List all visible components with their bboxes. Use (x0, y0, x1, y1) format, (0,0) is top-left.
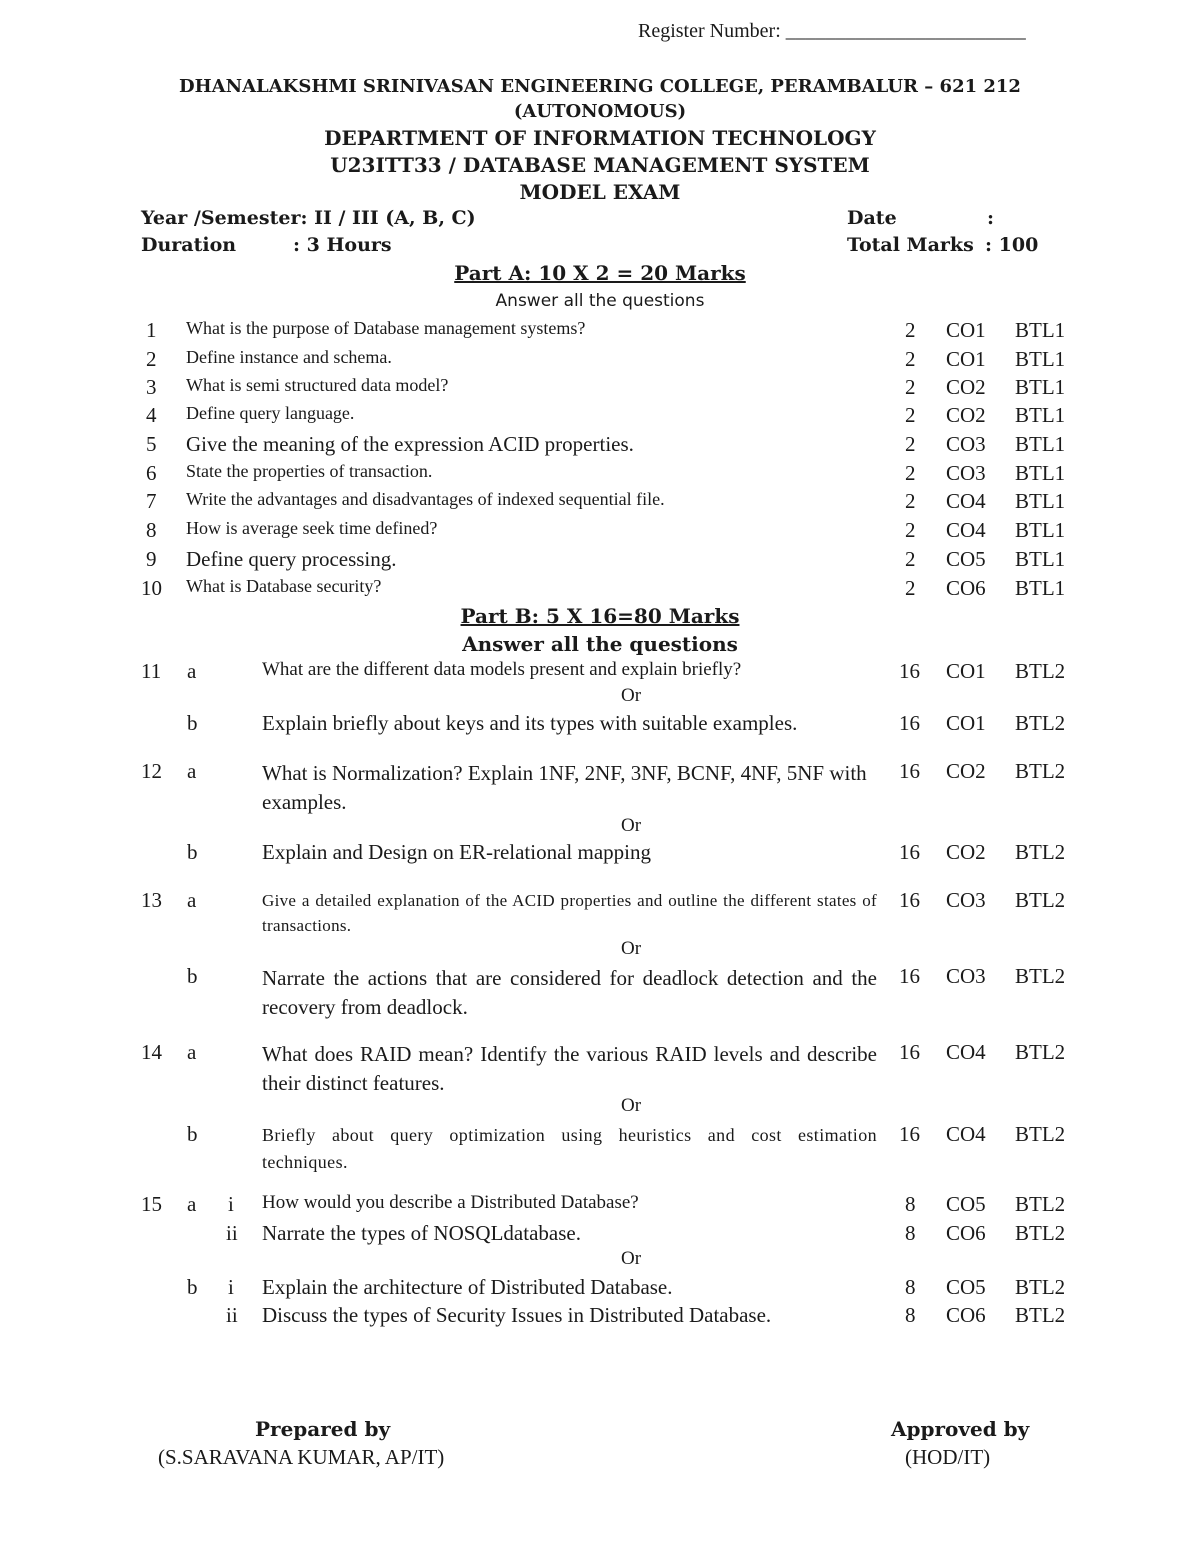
question-marks: 2 (905, 461, 916, 485)
approved-by-name: (HOD/IT) (905, 1445, 991, 1469)
question-marks: 2 (905, 318, 916, 342)
question-number: 5 (146, 432, 157, 456)
question-number: 15 (141, 1192, 162, 1216)
question-co: CO3 (946, 964, 986, 988)
question-text: What is the purpose of Database management systems? (186, 318, 586, 338)
question-co: CO3 (946, 888, 986, 912)
duration-label: Duration (141, 234, 237, 256)
question-btl: BTL2 (1015, 1192, 1066, 1216)
question-btl: BTL1 (1015, 547, 1066, 571)
sub-option-label: ii (226, 1221, 238, 1245)
question-btl: BTL2 (1015, 659, 1066, 683)
sub-option-label: i (228, 1275, 234, 1299)
question-text: Give the meaning of the expression ACID properties. (186, 432, 634, 456)
question-text: Explain briefly about keys and its types with suitable examples. (262, 711, 798, 735)
question-co: CO5 (946, 1192, 986, 1216)
question-co: CO6 (946, 1303, 986, 1327)
part-b-instruction: Answer all the questions (462, 632, 738, 656)
question-number: 2 (146, 347, 157, 371)
question-text: Give a detailed explanation of the ACID properties and outline the different states of transactions. (262, 891, 877, 935)
question-text: Write the advantages and disadvantages of indexed sequential file. (186, 489, 665, 509)
question-marks: 2 (905, 547, 916, 571)
exam-title: MODEL EXAM (519, 180, 681, 204)
question-co: CO2 (946, 759, 986, 783)
question-btl: BTL2 (1015, 1122, 1066, 1146)
question-btl: BTL1 (1015, 375, 1066, 399)
approved-by-label: Approved by (891, 1417, 1030, 1441)
question-marks: 2 (905, 375, 916, 399)
question-co: CO1 (946, 711, 986, 735)
question-marks: 2 (905, 489, 916, 513)
question-co: CO5 (946, 547, 986, 571)
date-label: Date (847, 207, 897, 229)
question-co: CO1 (946, 318, 986, 342)
autonomous-label: (AUTONOMOUS) (513, 101, 687, 122)
question-text: Define query language. (186, 403, 355, 423)
question-btl: BTL1 (1015, 576, 1066, 600)
option-label: a (187, 759, 197, 783)
question-btl: BTL1 (1015, 489, 1066, 513)
question-text: Discuss the types of Security Issues in Distributed Database. (262, 1303, 772, 1327)
question-btl: BTL2 (1015, 1303, 1066, 1327)
question-number: 4 (146, 403, 157, 427)
question-number: 1 (146, 318, 157, 342)
question-text: Narrate the actions that are considered for deadlock detection and the recovery from deadlock. (262, 966, 877, 1019)
option-label: b (187, 964, 198, 988)
course-title: U23ITT33 / DATABASE MANAGEMENT SYSTEM (330, 153, 870, 177)
question-number: 7 (146, 489, 157, 513)
question-text: Define instance and schema. (186, 347, 392, 367)
option-label: b (187, 1275, 198, 1299)
prepared-by-label: Prepared by (255, 1417, 391, 1441)
question-marks: 8 (905, 1275, 916, 1299)
question-btl: BTL1 (1015, 347, 1066, 371)
question-marks: 2 (905, 432, 916, 456)
question-co: CO2 (946, 840, 986, 864)
question-btl: BTL1 (1015, 518, 1066, 542)
question-text: Briefly about query optimization using heuristics and cost estimation techniques. (262, 1125, 877, 1172)
question-btl: BTL2 (1015, 1275, 1066, 1299)
question-btl: BTL2 (1015, 759, 1066, 783)
question-marks: 8 (905, 1192, 916, 1216)
question-marks: 16 (899, 659, 920, 683)
question-btl: BTL2 (1015, 1040, 1066, 1064)
or-separator: Or (621, 1248, 642, 1269)
question-number: 14 (141, 1040, 162, 1064)
question-btl: BTL2 (1015, 1221, 1066, 1245)
question-text: What is Database security? (186, 576, 382, 596)
question-text: What is Normalization? Explain 1NF, 2NF, 3NF, BCNF, 4NF, 5NF with examples. (262, 761, 867, 814)
question-marks: 2 (905, 403, 916, 427)
option-label: a (187, 888, 197, 912)
question-co: CO2 (946, 375, 986, 399)
question-marks: 16 (899, 759, 920, 783)
question-text: Define query processing. (186, 547, 397, 571)
question-text: What is semi structured data model? (186, 375, 449, 395)
question-text: Explain and Design on ER-relational mapping (262, 840, 651, 864)
question-marks: 2 (905, 518, 916, 542)
question-co: CO4 (946, 518, 986, 542)
question-text: How would you describe a Distributed Database? (262, 1192, 639, 1213)
question-btl: BTL2 (1015, 888, 1066, 912)
question-text: How is average seek time defined? (186, 518, 438, 538)
question-marks: 8 (905, 1303, 916, 1327)
question-btl: BTL1 (1015, 403, 1066, 427)
date-colon: : (987, 207, 995, 229)
question-marks: 16 (899, 964, 920, 988)
question-marks: 16 (899, 888, 920, 912)
part-b-heading: Part B: 5 X 16=80 Marks (460, 604, 740, 628)
question-co: CO6 (946, 1221, 986, 1245)
question-co: CO6 (946, 576, 986, 600)
question-co: CO1 (946, 347, 986, 371)
option-label: a (187, 1192, 197, 1216)
question-text: What does RAID mean? Identify the various RAID levels and describe their distinct features. (262, 1042, 877, 1095)
option-label: b (187, 1122, 198, 1146)
year-semester: Year /Semester: II / III (A, B, C) (141, 207, 476, 229)
question-marks: 16 (899, 1040, 920, 1064)
sub-option-label: ii (226, 1303, 238, 1327)
question-co: CO4 (946, 1040, 986, 1064)
total-marks-label: Total Marks (847, 234, 974, 256)
question-marks: 16 (899, 840, 920, 864)
question-btl: BTL1 (1015, 461, 1066, 485)
option-label: a (187, 1040, 197, 1064)
register-number-label: Register Number: ________________________ (638, 20, 1026, 42)
question-number: 11 (141, 659, 162, 683)
option-label: b (187, 711, 198, 735)
question-text: Narrate the types of NOSQLdatabase. (262, 1221, 581, 1245)
question-co: CO2 (946, 403, 986, 427)
college-name: DHANALAKSHMI SRINIVASAN ENGINEERING COLLEGE, PERAMBALUR – 621 212 (179, 76, 1021, 97)
question-text: Explain the architecture of Distributed Database. (262, 1275, 673, 1299)
option-label: b (187, 840, 198, 864)
question-co: CO1 (946, 659, 986, 683)
question-btl: BTL1 (1015, 318, 1066, 342)
prepared-by-name: (S.SARAVANA KUMAR, AP/IT) (158, 1445, 445, 1469)
or-separator: Or (621, 815, 642, 836)
question-btl: BTL2 (1015, 711, 1066, 735)
question-number: 3 (146, 375, 157, 399)
question-text: State the properties of transaction. (186, 461, 433, 481)
question-co: CO5 (946, 1275, 986, 1299)
question-co: CO4 (946, 489, 986, 513)
sub-option-label: i (228, 1192, 234, 1216)
question-co: CO3 (946, 432, 986, 456)
question-number: 13 (141, 888, 162, 912)
or-separator: Or (621, 1095, 642, 1116)
question-co: CO4 (946, 1122, 986, 1146)
or-separator: Or (621, 685, 642, 706)
total-marks-value: : 100 (985, 234, 1039, 256)
question-marks: 2 (905, 347, 916, 371)
or-separator: Or (621, 938, 642, 959)
question-text: What are the different data models present and explain briefly? (262, 659, 742, 680)
question-marks: 8 (905, 1221, 916, 1245)
question-marks: 16 (899, 1122, 920, 1146)
question-number: 10 (141, 576, 162, 600)
department-name: DEPARTMENT OF INFORMATION TECHNOLOGY (324, 126, 876, 150)
question-marks: 2 (905, 576, 916, 600)
option-label: a (187, 659, 197, 683)
question-number: 12 (141, 759, 162, 783)
question-btl: BTL2 (1015, 964, 1066, 988)
duration-value: : 3 Hours (293, 234, 392, 256)
question-btl: BTL1 (1015, 432, 1066, 456)
question-number: 8 (146, 518, 157, 542)
question-number: 9 (146, 547, 157, 571)
question-number: 6 (146, 461, 157, 485)
question-co: CO3 (946, 461, 986, 485)
part-a-heading: Part A: 10 X 2 = 20 Marks (454, 261, 746, 285)
part-a-instruction: Answer all the questions (495, 291, 705, 311)
question-btl: BTL2 (1015, 840, 1066, 864)
question-marks: 16 (899, 711, 920, 735)
